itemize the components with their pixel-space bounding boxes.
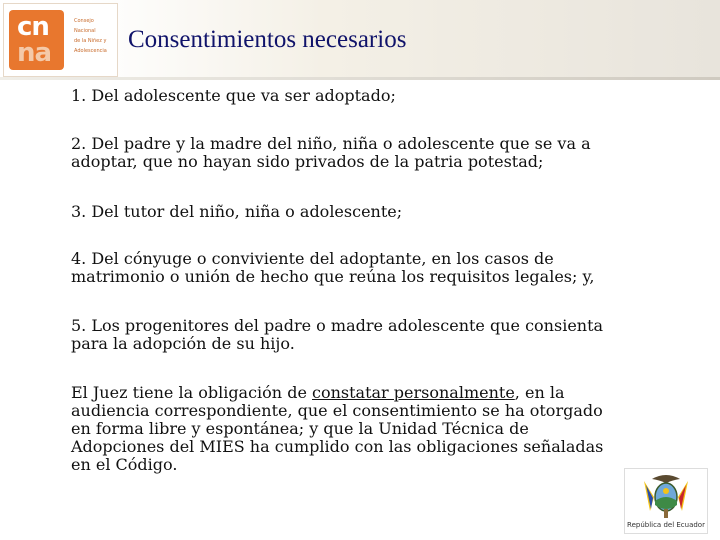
- underlined-phrase: constatar personalmente: [312, 383, 515, 402]
- logo-caption-line: Adolescencia: [74, 48, 107, 54]
- text-line: Adopciones del MIES ha cumplido con las obligaciones señaladas: [71, 437, 604, 456]
- list-item: [71, 135, 671, 171]
- closing-paragraph: [71, 384, 671, 474]
- list-item: [71, 250, 671, 286]
- list-item: [71, 87, 671, 105]
- list-item: [71, 203, 671, 221]
- text-line: 2. Del padre y la madre del niño, niña o adolescente que se va a: [71, 134, 591, 153]
- logo-caption-line: Nacional: [74, 28, 96, 34]
- logo-mark: [9, 10, 64, 70]
- page-title: Consentimientos necesarios: [128, 26, 407, 53]
- text-line: 3. Del tutor del niño, niña o adolescente;: [71, 202, 403, 221]
- logo-caption-line: de la Niñez y: [74, 38, 107, 44]
- ecuador-seal: [624, 468, 708, 534]
- text-line: matrimonio o unión de hecho que reúna los requisitos legales; y,: [71, 267, 595, 286]
- list-item: [71, 317, 671, 353]
- text-line: [71, 384, 671, 402]
- logo-caption: [74, 16, 116, 56]
- text-line: 4. Del cónyuge o conviviente del adoptante, en los casos de: [71, 249, 554, 268]
- logo-caption-line: Consejo: [74, 18, 94, 24]
- closing-text-before: El Juez tiene la obligación de: [71, 383, 312, 402]
- text-line: en el Código.: [71, 455, 178, 474]
- cnna-logo: [3, 3, 118, 77]
- logo-letters-bottom: na: [17, 38, 52, 68]
- text-line: adoptar, que no hayan sido privados de la patria potestad;: [71, 152, 544, 171]
- seal-caption: República del Ecuador: [627, 521, 705, 529]
- coat-of-arms-icon: [640, 471, 692, 519]
- text-line: en forma libre y espontánea; y que la Unidad Técnica de: [71, 419, 529, 438]
- text-line: para la adopción de su hijo.: [71, 334, 295, 353]
- closing-text-after: , en la: [514, 383, 565, 402]
- logo-letters-top: cn: [17, 12, 49, 42]
- text-line: 5. Los progenitores del padre o madre adolescente que consienta: [71, 316, 604, 335]
- text-line: audiencia correspondiente, que el consentimiento se ha otorgado: [71, 401, 603, 420]
- text-line: 1. Del adolescente que va ser adoptado;: [71, 86, 396, 105]
